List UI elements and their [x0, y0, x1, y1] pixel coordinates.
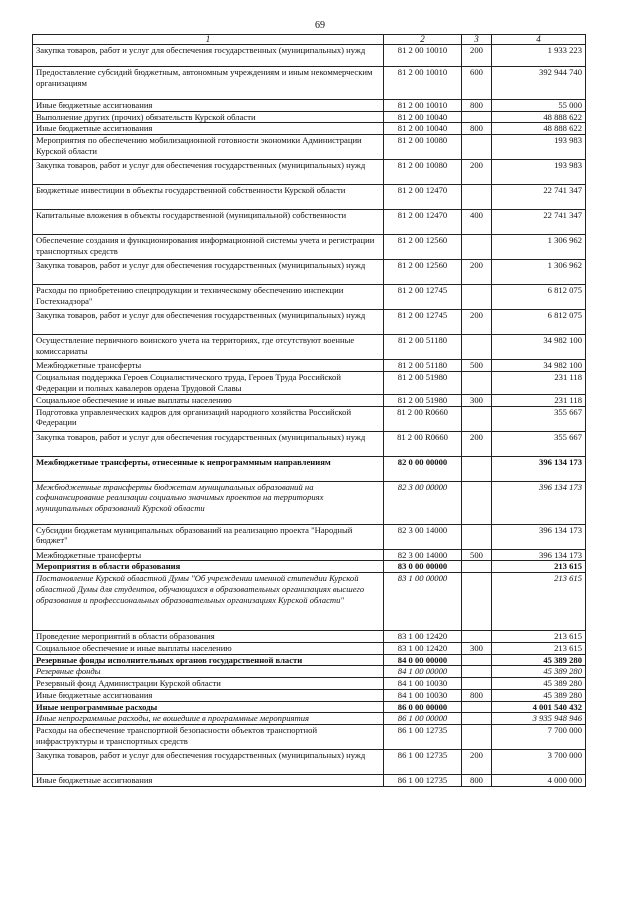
table-row	[33, 456, 586, 481]
row-code: 81 2 00 51980	[384, 394, 462, 406]
row-code: 82 3 00 00000	[384, 481, 462, 524]
row-code: 81 2 00 10080	[384, 160, 462, 185]
row-expense-type: 500	[462, 360, 492, 372]
row-expense-type	[462, 666, 492, 678]
row-name: Расходы по приобретению спецпродукции и техническому обеспечению инспекции Гостехнадзора"	[33, 285, 384, 310]
table-row	[33, 111, 586, 123]
table-row	[33, 406, 586, 431]
table-row	[33, 160, 586, 185]
row-name: Проведение мероприятий в области образования	[33, 631, 384, 643]
row-code: 81 2 00 10010	[384, 45, 462, 67]
row-name: Постановление Курской областной Думы "Об учреждении именной стипендии Курской областной Думы для студентов, обучающихся в образовательных организациях высшего образования и профессиональных образовательных организациях Курской области"	[33, 573, 384, 631]
row-amount: 22 741 347	[492, 185, 586, 210]
row-expense-type	[462, 371, 492, 394]
row-expense-type: 200	[462, 431, 492, 456]
table-row	[33, 689, 586, 701]
row-amount: 392 944 740	[492, 67, 586, 100]
row-name: Межбюджетные трансферты	[33, 360, 384, 372]
row-amount: 231 118	[492, 394, 586, 406]
row-name: Межбюджетные трансферты	[33, 549, 384, 561]
row-code: 82 3 00 14000	[384, 549, 462, 561]
row-name: Социальное обеспечение и иные выплаты населению	[33, 642, 384, 654]
table-row	[33, 371, 586, 394]
table-row	[33, 260, 586, 285]
table-row	[33, 45, 586, 67]
row-name: Иные бюджетные ассигнования	[33, 123, 384, 135]
row-code: 81 2 00 10010	[384, 100, 462, 112]
row-expense-type: 200	[462, 310, 492, 335]
row-expense-type: 600	[462, 67, 492, 100]
row-amount: 6 812 075	[492, 285, 586, 310]
row-code: 84 0 00 00000	[384, 654, 462, 666]
row-amount: 6 812 075	[492, 310, 586, 335]
row-code: 86 1 00 12735	[384, 725, 462, 750]
row-code: 81 2 00 12470	[384, 185, 462, 210]
row-name: Субсидии бюджетам муниципальных образований на реализацию проекта "Народный бюджет"	[33, 524, 384, 549]
table-row	[33, 310, 586, 335]
row-expense-type	[462, 561, 492, 573]
row-amount: 45 389 280	[492, 654, 586, 666]
row-code: 83 1 00 12420	[384, 642, 462, 654]
row-name: Закупка товаров, работ и услуг для обеспечения государственных (муниципальных) нужд	[33, 431, 384, 456]
row-name: Резервные фонды	[33, 666, 384, 678]
table-body	[33, 45, 586, 787]
table-row	[33, 678, 586, 690]
table-row	[33, 666, 586, 678]
row-expense-type	[462, 631, 492, 643]
row-code: 86 1 00 00000	[384, 713, 462, 725]
table-row	[33, 123, 586, 135]
row-code: 84 1 00 00000	[384, 666, 462, 678]
row-name: Подготовка управленческих кадров для организаций народного хозяйства Российской Федерации	[33, 406, 384, 431]
row-expense-type	[462, 335, 492, 360]
row-code: 81 2 00 10080	[384, 135, 462, 160]
row-name: Бюджетные инвестиции в объекты государственной собственности Курской области	[33, 185, 384, 210]
table-row	[33, 642, 586, 654]
row-amount: 48 888 622	[492, 111, 586, 123]
row-code: 84 1 00 10030	[384, 678, 462, 690]
row-amount: 396 134 173	[492, 481, 586, 524]
page-number: 69	[315, 20, 325, 31]
row-name: Иные непрограммные расходы, не вошедшие в программные мероприятия	[33, 713, 384, 725]
row-code: 86 0 00 00000	[384, 701, 462, 713]
row-name: Мероприятия в области образования	[33, 561, 384, 573]
row-amount: 7 700 000	[492, 725, 586, 750]
row-name: Иные непрограммные расходы	[33, 701, 384, 713]
row-code: 86 1 00 12735	[384, 775, 462, 787]
table-row	[33, 631, 586, 643]
row-name: Закупка товаров, работ и услуг для обеспечения государственных (муниципальных) нужд	[33, 260, 384, 285]
table-row	[33, 210, 586, 235]
row-expense-type: 200	[462, 160, 492, 185]
row-amount: 213 615	[492, 573, 586, 631]
table-row	[33, 701, 586, 713]
row-amount: 213 615	[492, 642, 586, 654]
row-amount: 231 118	[492, 371, 586, 394]
table-row	[33, 185, 586, 210]
row-expense-type: 300	[462, 642, 492, 654]
row-amount: 22 741 347	[492, 210, 586, 235]
row-name: Закупка товаров, работ и услуг для обеспечения государственных (муниципальных) нужд	[33, 310, 384, 335]
row-amount: 193 983	[492, 135, 586, 160]
row-name: Иные бюджетные ассигнования	[33, 775, 384, 787]
row-amount: 34 982 100	[492, 335, 586, 360]
row-name: Закупка товаров, работ и услуг для обеспечения государственных (муниципальных) нужд	[33, 45, 384, 67]
row-amount: 4 001 540 432	[492, 701, 586, 713]
row-expense-type: 800	[462, 123, 492, 135]
row-code: 81 2 00 12745	[384, 310, 462, 335]
row-amount: 213 615	[492, 561, 586, 573]
row-expense-type	[462, 111, 492, 123]
row-name: Предоставление субсидий бюджетным, автономным учреждениям и иным некоммерческим организациям	[33, 67, 384, 100]
table-row	[33, 431, 586, 456]
table-row	[33, 775, 586, 787]
row-code: 84 1 00 10030	[384, 689, 462, 701]
row-expense-type	[462, 524, 492, 549]
row-code: 83 1 00 12420	[384, 631, 462, 643]
row-amount: 48 888 622	[492, 123, 586, 135]
row-amount: 396 134 173	[492, 524, 586, 549]
table-row	[33, 561, 586, 573]
row-amount: 1 306 962	[492, 260, 586, 285]
row-expense-type	[462, 285, 492, 310]
row-code: 81 2 00 R0660	[384, 406, 462, 431]
table-row	[33, 654, 586, 666]
row-expense-type	[462, 406, 492, 431]
row-amount: 3 700 000	[492, 750, 586, 775]
row-code: 81 2 00 12470	[384, 210, 462, 235]
row-amount: 396 134 173	[492, 549, 586, 561]
row-name: Социальное обеспечение и иные выплаты населению	[33, 394, 384, 406]
row-code: 81 2 00 51180	[384, 335, 462, 360]
table-row	[33, 285, 586, 310]
row-expense-type	[462, 678, 492, 690]
row-amount: 213 615	[492, 631, 586, 643]
row-expense-type: 800	[462, 775, 492, 787]
table-row	[33, 725, 586, 750]
row-amount: 34 982 100	[492, 360, 586, 372]
table-row	[33, 235, 586, 260]
table-row	[33, 394, 586, 406]
row-name: Закупка товаров, работ и услуг для обеспечения государственных (муниципальных) нужд	[33, 750, 384, 775]
row-name: Социальная поддержка Героев Социалистического труда, Героев Труда Российской Федерации и полных кавалеров ордена Трудовой Славы	[33, 371, 384, 394]
row-name: Капитальные вложения в объекты государственной (муниципальной) собственности	[33, 210, 384, 235]
row-code: 81 2 00 10040	[384, 111, 462, 123]
row-name: Выполнение других (прочих) обязательств Курской области	[33, 111, 384, 123]
row-code: 81 2 00 12560	[384, 260, 462, 285]
table-row	[33, 100, 586, 112]
row-name: Межбюджетные трансферты бюджетам муниципальных образований на софинансирование реализации социально значимых проектов на территориях муниципальных образований Курской области	[33, 481, 384, 524]
table-row	[33, 335, 586, 360]
row-name: Мероприятия по обеспечению мобилизационной готовности экономики Администрации Курской области	[33, 135, 384, 160]
row-name: Иные бюджетные ассигнования	[33, 689, 384, 701]
table-row	[33, 573, 586, 631]
row-expense-type	[462, 573, 492, 631]
header-col-2: 2	[384, 35, 462, 45]
row-amount: 396 134 173	[492, 456, 586, 481]
row-amount: 45 389 280	[492, 666, 586, 678]
table-row	[33, 750, 586, 775]
row-code: 81 2 00 12560	[384, 235, 462, 260]
row-amount: 4 000 000	[492, 775, 586, 787]
budget-table	[32, 34, 586, 787]
row-expense-type	[462, 654, 492, 666]
row-amount: 3 935 948 946	[492, 713, 586, 725]
row-amount: 193 983	[492, 160, 586, 185]
row-expense-type: 300	[462, 394, 492, 406]
row-amount: 45 389 280	[492, 689, 586, 701]
header-col-4: 4	[492, 35, 586, 45]
row-expense-type	[462, 701, 492, 713]
row-code: 81 2 00 51980	[384, 371, 462, 394]
row-name: Иные бюджетные ассигнования	[33, 100, 384, 112]
table-row	[33, 713, 586, 725]
row-code: 82 3 00 14000	[384, 524, 462, 549]
row-expense-type: 200	[462, 45, 492, 67]
row-amount: 1 933 223	[492, 45, 586, 67]
row-expense-type: 200	[462, 260, 492, 285]
row-name: Резервные фонды исполнительных органов государственной власти	[33, 654, 384, 666]
row-name: Межбюджетные трансферты, отнесенные к непрограммным направлениям	[33, 456, 384, 481]
row-expense-type	[462, 135, 492, 160]
row-code: 82 0 00 00000	[384, 456, 462, 481]
row-expense-type	[462, 481, 492, 524]
row-name: Закупка товаров, работ и услуг для обеспечения государственных (муниципальных) нужд	[33, 160, 384, 185]
row-expense-type	[462, 725, 492, 750]
header-col-1: 1	[33, 35, 384, 45]
row-expense-type	[462, 185, 492, 210]
row-name: Обеспечение создания и функционирования информационной системы учета и регистрации транспортных средств	[33, 235, 384, 260]
table-row	[33, 67, 586, 100]
row-amount: 355 667	[492, 431, 586, 456]
table-row	[33, 481, 586, 524]
row-code: 83 0 00 00000	[384, 561, 462, 573]
row-expense-type	[462, 235, 492, 260]
row-code: 83 1 00 00000	[384, 573, 462, 631]
row-code: 81 2 00 R0660	[384, 431, 462, 456]
row-name: Осуществление первичного воинского учета на территориях, где отсутствуют военные комиссариаты	[33, 335, 384, 360]
row-expense-type: 200	[462, 750, 492, 775]
row-code: 81 2 00 10010	[384, 67, 462, 100]
table-row	[33, 360, 586, 372]
row-expense-type	[462, 456, 492, 481]
row-code: 81 2 00 51180	[384, 360, 462, 372]
header-col-3: 3	[462, 35, 492, 45]
table-row	[33, 549, 586, 561]
row-expense-type	[462, 713, 492, 725]
row-name: Расходы на обеспечение транспортной безопасности объектов транспортной инфраструктуры и транспортных средств	[33, 725, 384, 750]
row-amount: 1 306 962	[492, 235, 586, 260]
row-expense-type: 800	[462, 689, 492, 701]
row-amount: 55 000	[492, 100, 586, 112]
header-row	[33, 35, 586, 45]
row-code: 81 2 00 10040	[384, 123, 462, 135]
row-name: Резервный фонд Администрации Курской области	[33, 678, 384, 690]
row-expense-type: 800	[462, 100, 492, 112]
row-expense-type: 500	[462, 549, 492, 561]
row-expense-type: 400	[462, 210, 492, 235]
row-code: 86 1 00 12735	[384, 750, 462, 775]
table-row	[33, 135, 586, 160]
row-code: 81 2 00 12745	[384, 285, 462, 310]
row-amount: 45 389 280	[492, 678, 586, 690]
row-amount: 355 667	[492, 406, 586, 431]
table-row	[33, 524, 586, 549]
